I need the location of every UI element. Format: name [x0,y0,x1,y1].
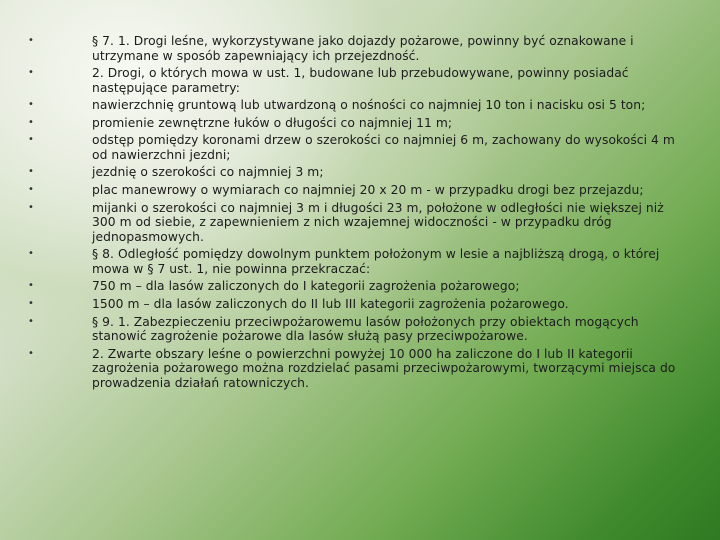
list-item [28,116,688,131]
list-item-text: § 7. 1. Drogi leśne, wykorzystywane jako dojazdy pożarowe, powinny być oznakowane i utrzymane w sposób zapewniający ich przejezdność. [92,34,634,63]
list-item [28,297,688,312]
bullet-icon: • [28,347,34,359]
list-item-text: odstęp pomiędzy koronami drzew o szerokości co najmniej 6 m, zachowany do wysokości 4 m od nawierzchni jezdni; [92,133,675,162]
bullet-icon: • [28,99,34,111]
bullet-icon: • [28,280,34,292]
list-item [28,201,688,245]
list-item-text: jezdnię o szerokości co najmniej 3 m; [92,165,324,180]
bullet-icon: • [28,134,34,146]
list-item [28,66,688,95]
bullet-icon: • [28,184,34,196]
bullet-icon: • [28,297,34,309]
bullet-icon: • [28,201,34,213]
list-item-text: § 8. Odległość pomiędzy dowolnym punktem położonym w lesie a najbliższą drogą, o której mowa w § 7 ust. 1, nie powinna przekraczać: [92,247,660,276]
list-item [28,183,688,198]
list-item-text: nawierzchnię gruntową lub utwardzoną o nośności co najmniej 10 ton i nacisku osi 5 ton; [92,98,646,113]
list-item [28,315,688,344]
list-item [28,98,688,113]
list-item [28,247,688,276]
bullet-icon: • [28,248,34,260]
list-item-text: promienie zewnętrzne łuków o długości co najmniej 11 m; [92,115,453,130]
bullet-icon: • [28,35,34,46]
list-item-text: plac manewrowy o wymiarach co najmniej 20 x 20 m - w przypadku drogi bez przejazdu; [92,183,644,198]
list-item [28,34,688,63]
bullet-icon: • [28,166,34,178]
list-item-text: 2. Drogi, o których mowa w ust. 1, budowane lub przebudowywane, powinny posiadać następujące parametry: [92,66,629,95]
list-item-text: mijanki o szerokości co najmniej 3 m i długości 23 m, położone w odległości nie większej niż 300 m od siebie, z zapewnieniem z nich wzajemnej widoczności - w przypadku dróg jednopasmowych. [92,200,664,244]
list-item [28,279,688,294]
bullet-icon: • [28,67,34,79]
bullet-list [28,34,688,393]
list-item-text: 750 m – dla lasów zaliczonych do I kategorii zagrożenia pożarowego; [92,279,520,294]
bullet-icon: • [28,116,34,128]
list-item [28,165,688,180]
list-item-text: § 9. 1. Zabezpieczeniu przeciwpożarowemu lasów położonych przy obiektach mogących stanowić zagrożenie pożarowe dla lasów służą pasy przeciwpożarowe. [92,314,639,344]
list-item [28,133,688,162]
list-item [28,347,688,391]
list-item-text: 1500 m – dla lasów zaliczonych do II lub III kategorii zagrożenia pożarowego. [92,296,569,311]
list-item-text: 2. Zwarte obszary leśne o powierzchni powyżej 10 000 ha zaliczone do I lub II kategorii zagrożenia pożarowego można rozdzielać pasami przeciwpożarowymi, tworzącymi miejsca do prowadzenia działań ratowniczych. [92,346,676,390]
bullet-icon: • [28,315,34,327]
